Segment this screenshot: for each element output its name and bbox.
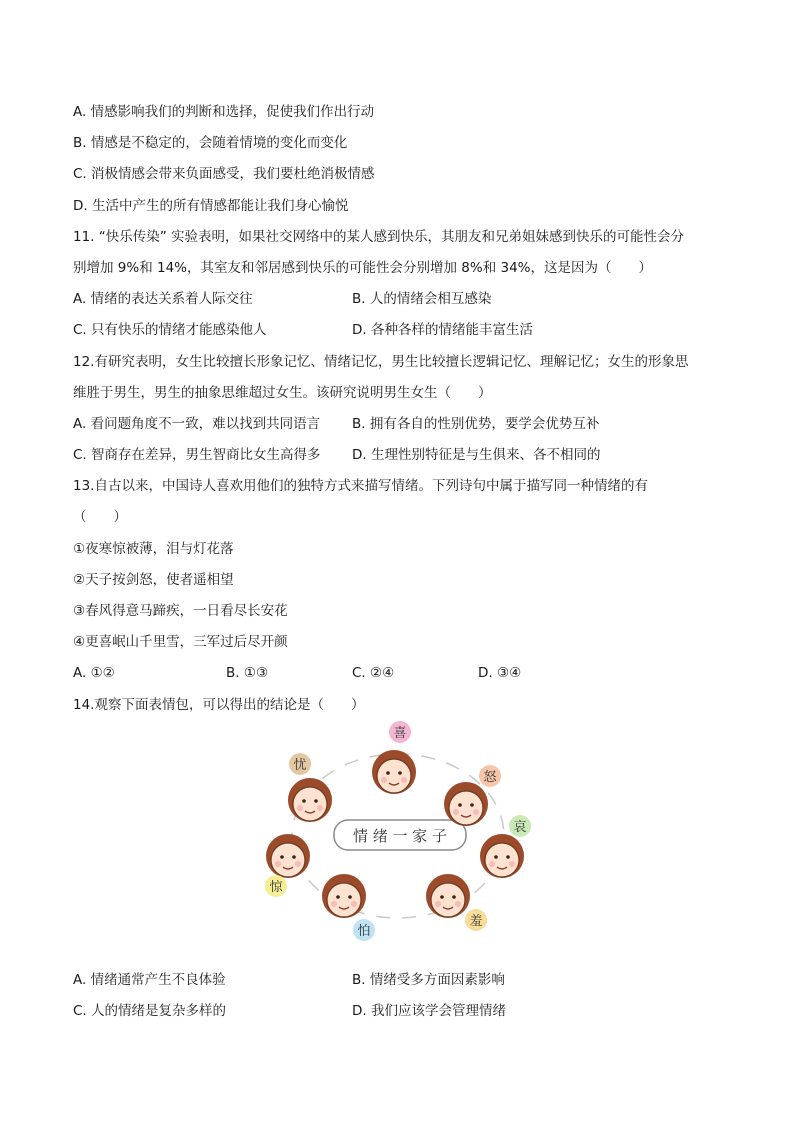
q13-option-c: C. ②④ [352, 665, 395, 681]
emotion-badge-label: 忧 [293, 758, 307, 773]
emotion-face-7 [288, 778, 332, 822]
q13-stem-line2: （ ） [73, 509, 127, 525]
q13-poem-2: ②天子按剑怒，使者遥相望 [73, 572, 234, 588]
emotion-badge-label: 羞 [469, 914, 483, 929]
emotion-badge-7 [289, 753, 311, 775]
q14-option-d: D. 我们应该学会管理情绪 [352, 1003, 506, 1019]
emotion-badge-label: 怒 [483, 770, 497, 785]
q10-option-d: D. 生活中产生的所有情感都能让我们身心愉悦 [73, 198, 349, 214]
q12-stem-line2: 维胜于男生，男生的抽象思维超过女生。该研究说明男生女生（ ） [73, 385, 492, 401]
q10-option-c: C. 消极情感会带来负面感受，我们要杜绝消极情感 [73, 166, 375, 182]
emotion-badge-label: 怕 [357, 924, 371, 939]
emotion-badge-label: 喜 [393, 726, 407, 741]
q13-poem-3: ③春风得意马蹄疾，一日看尽长安花 [73, 603, 288, 619]
q11-stem-line1: 11. “快乐传染” 实验表明，如果社交网络中的某人感到快乐，其朋友和兄弟姐妹感到快乐的可能性会分 [73, 229, 685, 245]
q14-option-b: B. 情绪受多方面因素影响 [352, 972, 505, 988]
q14-option-c: C. 人的情绪是复杂多样的 [73, 1003, 227, 1019]
emotion-badge-label: 哀 [513, 820, 527, 835]
q12-option-b: B. 拥有各自的性别优势，要学会优势互补 [352, 416, 600, 432]
q11-option-d: D. 各种各样的情绪能丰富生活 [352, 322, 533, 338]
emotion-family-svg [258, 716, 538, 946]
q12-option-a: A. 看问题角度不一致，难以找到共同语言 [73, 416, 321, 432]
emotion-face-6 [266, 834, 310, 878]
center-label: 情 绪 一 家 子 [352, 827, 448, 845]
q13-poem-4: ④更喜岷山千里雪，三军过后尽开颜 [73, 634, 288, 650]
emotion-badge-label: 惊 [269, 880, 283, 895]
q11-option-a: A. 情绪的表达关系着人际交往 [73, 291, 253, 307]
emotion-face-1 [372, 750, 416, 794]
emotion-face-2 [444, 782, 488, 826]
q12-stem-line1: 12.有研究表明，女生比较擅长形象记忆、情绪记忆，男生比较擅长逻辑记忆、理解记忆；女生的形象思 [73, 354, 689, 370]
emotion-badge-1 [389, 721, 411, 743]
emotion-badge-6 [265, 875, 287, 897]
q13-poem-1: ①夜寒惊被薄，泪与灯花落 [73, 541, 234, 557]
q13-stem-line1: 13.自古以来，中国诗人喜欢用他们的独特方式来描写情绪。下列诗句中属于描写同一种情绪的有 [73, 478, 648, 494]
emotion-badge-2 [479, 765, 501, 787]
emotion-face-5 [322, 874, 366, 918]
emotion-badge-3 [509, 815, 531, 837]
emotion-face-3 [480, 834, 524, 878]
q12-option-c: C. 智商存在差异，男生智商比女生高得多 [73, 447, 321, 463]
emotion-family-figure [258, 716, 538, 946]
q11-option-b: B. 人的情绪会相互感染 [352, 291, 492, 307]
q14-option-a: A. 情绪通常产生不良体验 [73, 972, 226, 988]
q10-option-a: A. 情感影响我们的判断和选择，促使我们作出行动 [73, 104, 375, 120]
q11-stem-line2: 别增加 9%和 14%，其室友和邻居感到快乐的可能性会分别增加 8%和 34%，这是因为（ ） [73, 260, 653, 276]
q14-stem: 14.观察下面表情包，可以得出的结论是（ ） [73, 697, 365, 713]
emotion-badge-5 [353, 919, 375, 941]
q13-option-a: A. ①② [73, 665, 115, 681]
q13-option-b: B. ①③ [226, 665, 269, 681]
q12-option-d: D. 生理性别特征是与生俱来、各不相同的 [352, 447, 601, 463]
q13-option-d: D. ③④ [478, 665, 522, 681]
emotion-face-4 [426, 874, 470, 918]
emotion-badge-4 [465, 909, 487, 931]
q10-option-b: B. 情感是不稳定的，会随着情境的变化而变化 [73, 135, 348, 151]
q11-option-c: C. 只有快乐的情绪才能感染他人 [73, 322, 267, 338]
